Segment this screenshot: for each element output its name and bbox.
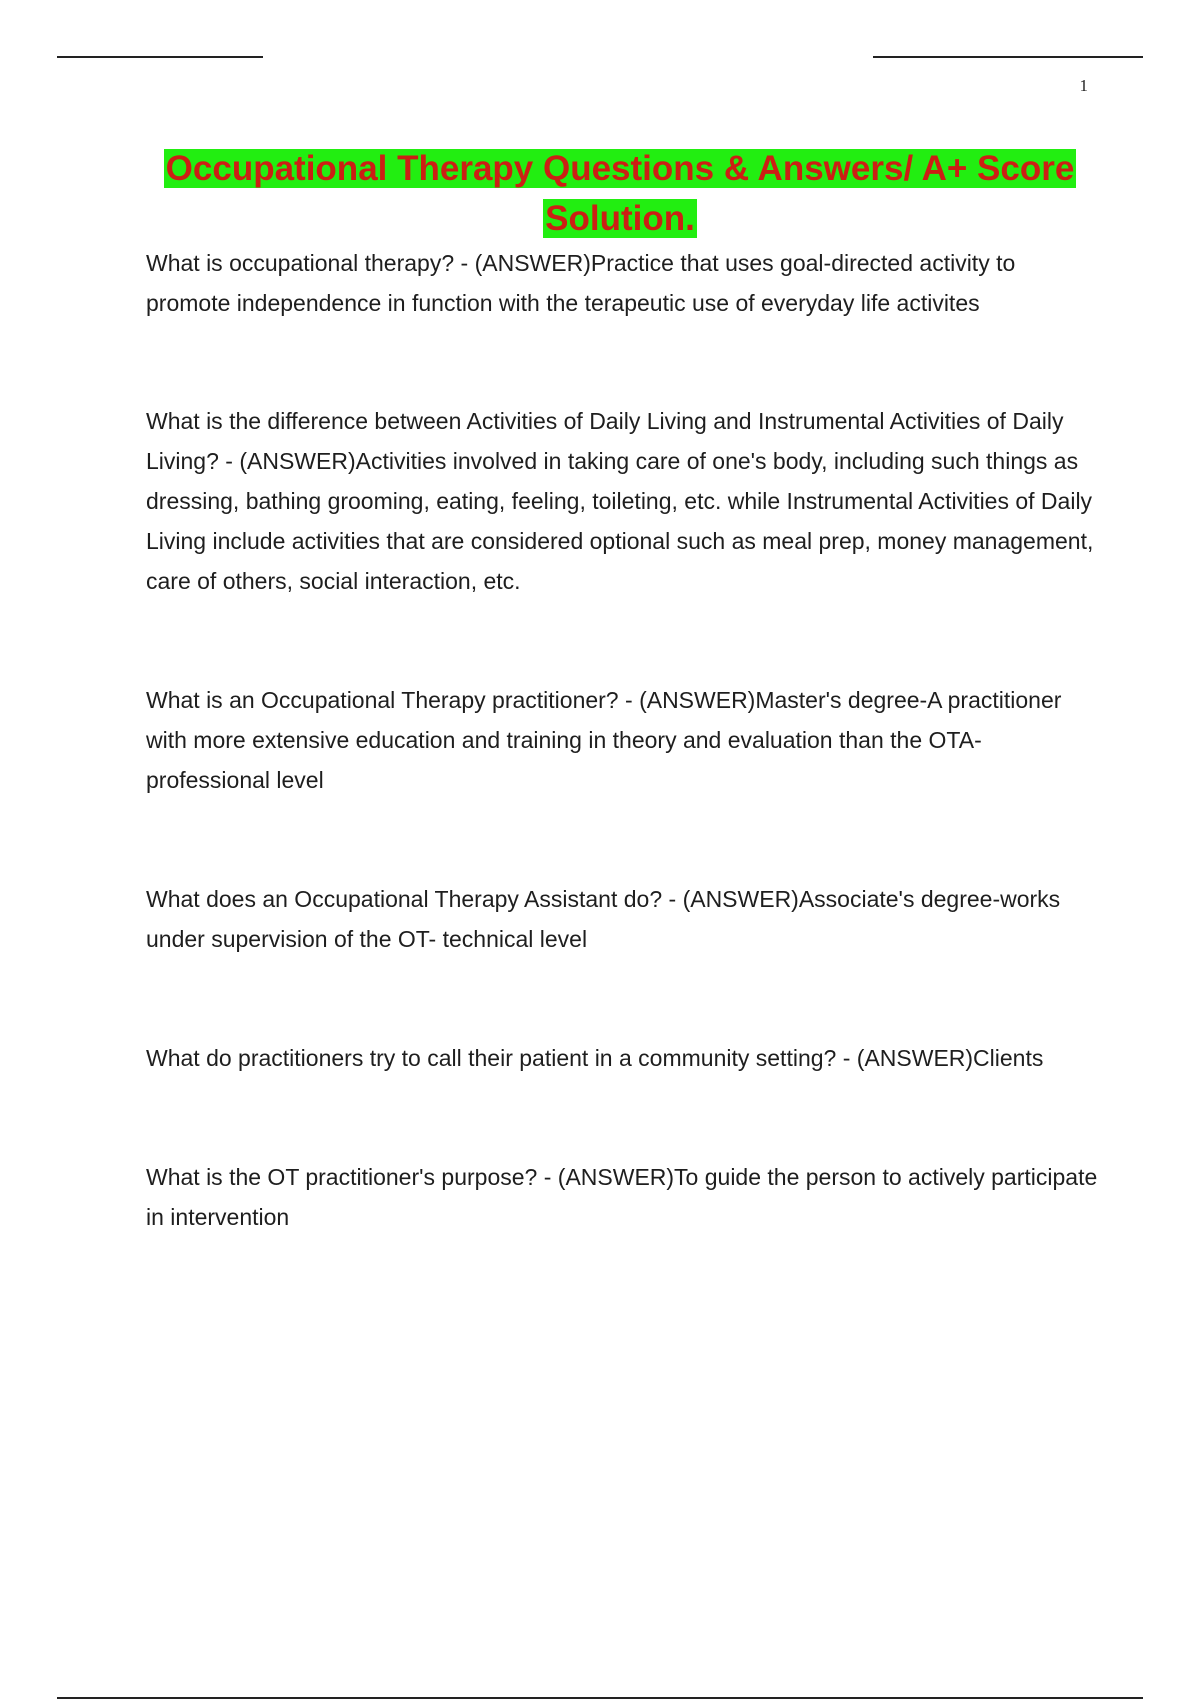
qa-question: What is the OT practitioner's purpose?	[146, 1164, 538, 1190]
qa-question: What do practitioners try to call their patient in a community setting?	[146, 1045, 837, 1071]
qa-item	[146, 680, 1106, 800]
qa-question: What is occupational therapy?	[146, 250, 455, 276]
qa-list	[146, 243, 1106, 1237]
document-title-block	[140, 144, 1100, 244]
qa-item	[146, 1157, 1106, 1237]
header-rule-left	[57, 56, 263, 58]
qa-answer: (ANSWER)Master's degree-A practitioner with more extensive education and training in theory and evaluation than the OTA- professional level	[146, 687, 1062, 793]
qa-separator: -	[454, 250, 475, 276]
qa-question: What is an Occupational Therapy practitioner?	[146, 687, 619, 713]
qa-item	[146, 879, 1106, 959]
qa-item	[146, 1038, 1106, 1078]
qa-answer: (ANSWER)Associate's degree-works under supervision of the OT- technical level	[146, 886, 1061, 952]
qa-question: What is the difference between Activities of Daily Living and Instrumental Activities of Daily Living?	[146, 408, 1064, 474]
qa-answer: (ANSWER)To guide the person to actively participate in intervention	[146, 1164, 1098, 1230]
qa-item	[146, 401, 1106, 601]
qa-separator: -	[218, 448, 240, 474]
qa-separator: -	[618, 687, 640, 713]
header-rule-right	[873, 56, 1143, 58]
qa-separator: -	[537, 1164, 558, 1190]
qa-question: What does an Occupational Therapy Assistant do?	[146, 886, 663, 912]
qa-separator: -	[836, 1045, 857, 1071]
document-title: Occupational Therapy Questions & Answers/ A+ Score Solution.	[165, 149, 1075, 238]
qa-answer: (ANSWER)Practice that uses goal-directed activity to promote independence in function with the terapeutic use of everyday life activites	[146, 250, 1016, 316]
qa-answer: (ANSWER)Clients	[856, 1045, 1044, 1071]
qa-separator: -	[662, 886, 683, 912]
qa-item	[146, 243, 1106, 323]
qa-answer: (ANSWER)Activities involved in taking care of one's body, including such things as dressing, bathing grooming, eating, feeling, toileting, etc. while Instrumental Activities of Daily Living include activities that are considered optional such as meal prep, money management, care of others, social interaction, etc.	[146, 448, 1094, 594]
page-number: 1	[1079, 76, 1088, 95]
footer-rule	[57, 1697, 1143, 1699]
